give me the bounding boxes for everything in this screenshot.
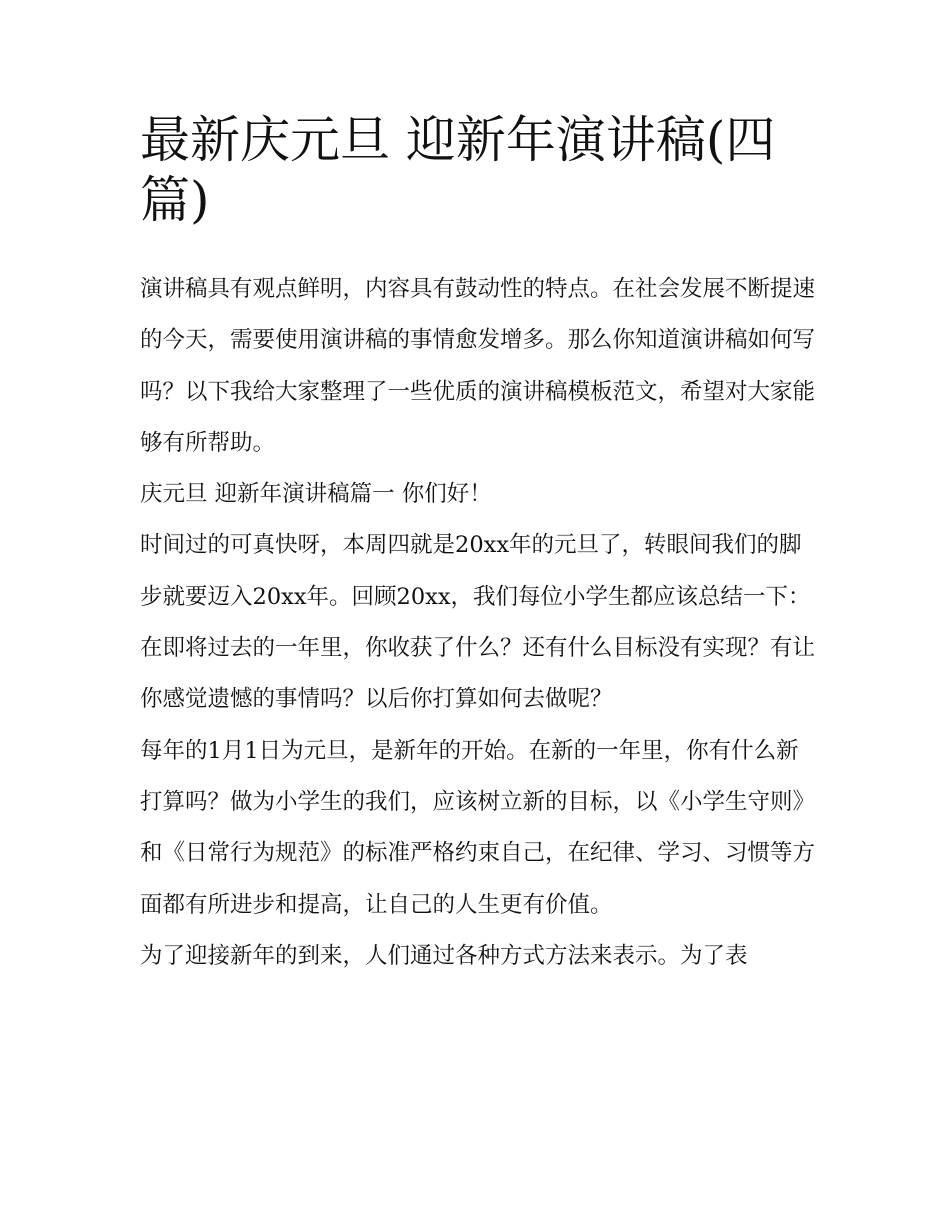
paragraph-speech-heading: 庆元旦 迎新年演讲稿篇一 你们好！ [140, 481, 492, 508]
document-title: 最新庆元旦 迎新年演讲稿(四篇) [140, 111, 776, 229]
paragraph-celebration: 为了迎接新年的到来，人们通过各种方式方法来表示。为了表 [140, 942, 748, 969]
document-page [140, 110, 815, 982]
paragraph-review: 时间过的可真快呀，本周四就是20xx年的元旦了，转眼间我们的脚步就要迈入20xx年。回顾20xx，我们每位小学生都应该总结一下：在即将过去的一年里，你收获了什么？还有什么目标没有实现？有让你感觉遗憾的事情吗？以后你打算如何去做呢？ [140, 532, 816, 713]
paragraph-intro: 演讲稿具有观点鲜明，内容具有鼓动性的特点。在社会发展不断提速的今天，需要使用演讲稿的事情愈发增多。那么你知道演讲稿如何写吗？以下我给大家整理了一些优质的演讲稿模板范文，希望对大家能够有所帮助。 [140, 276, 816, 456]
paragraph-new-year-goals: 每年的1月1日为元旦，是新年的开始。在新的一年里，你有什么新打算吗？做为小学生的我们，应该树立新的目标，以《小学生守则》和《日常行为规范》的标准严格约束自己，在纪律、学习、习惯等方面都有所进步和提高，让自己的人生更有价值。 [140, 737, 816, 918]
document-body [140, 264, 815, 982]
